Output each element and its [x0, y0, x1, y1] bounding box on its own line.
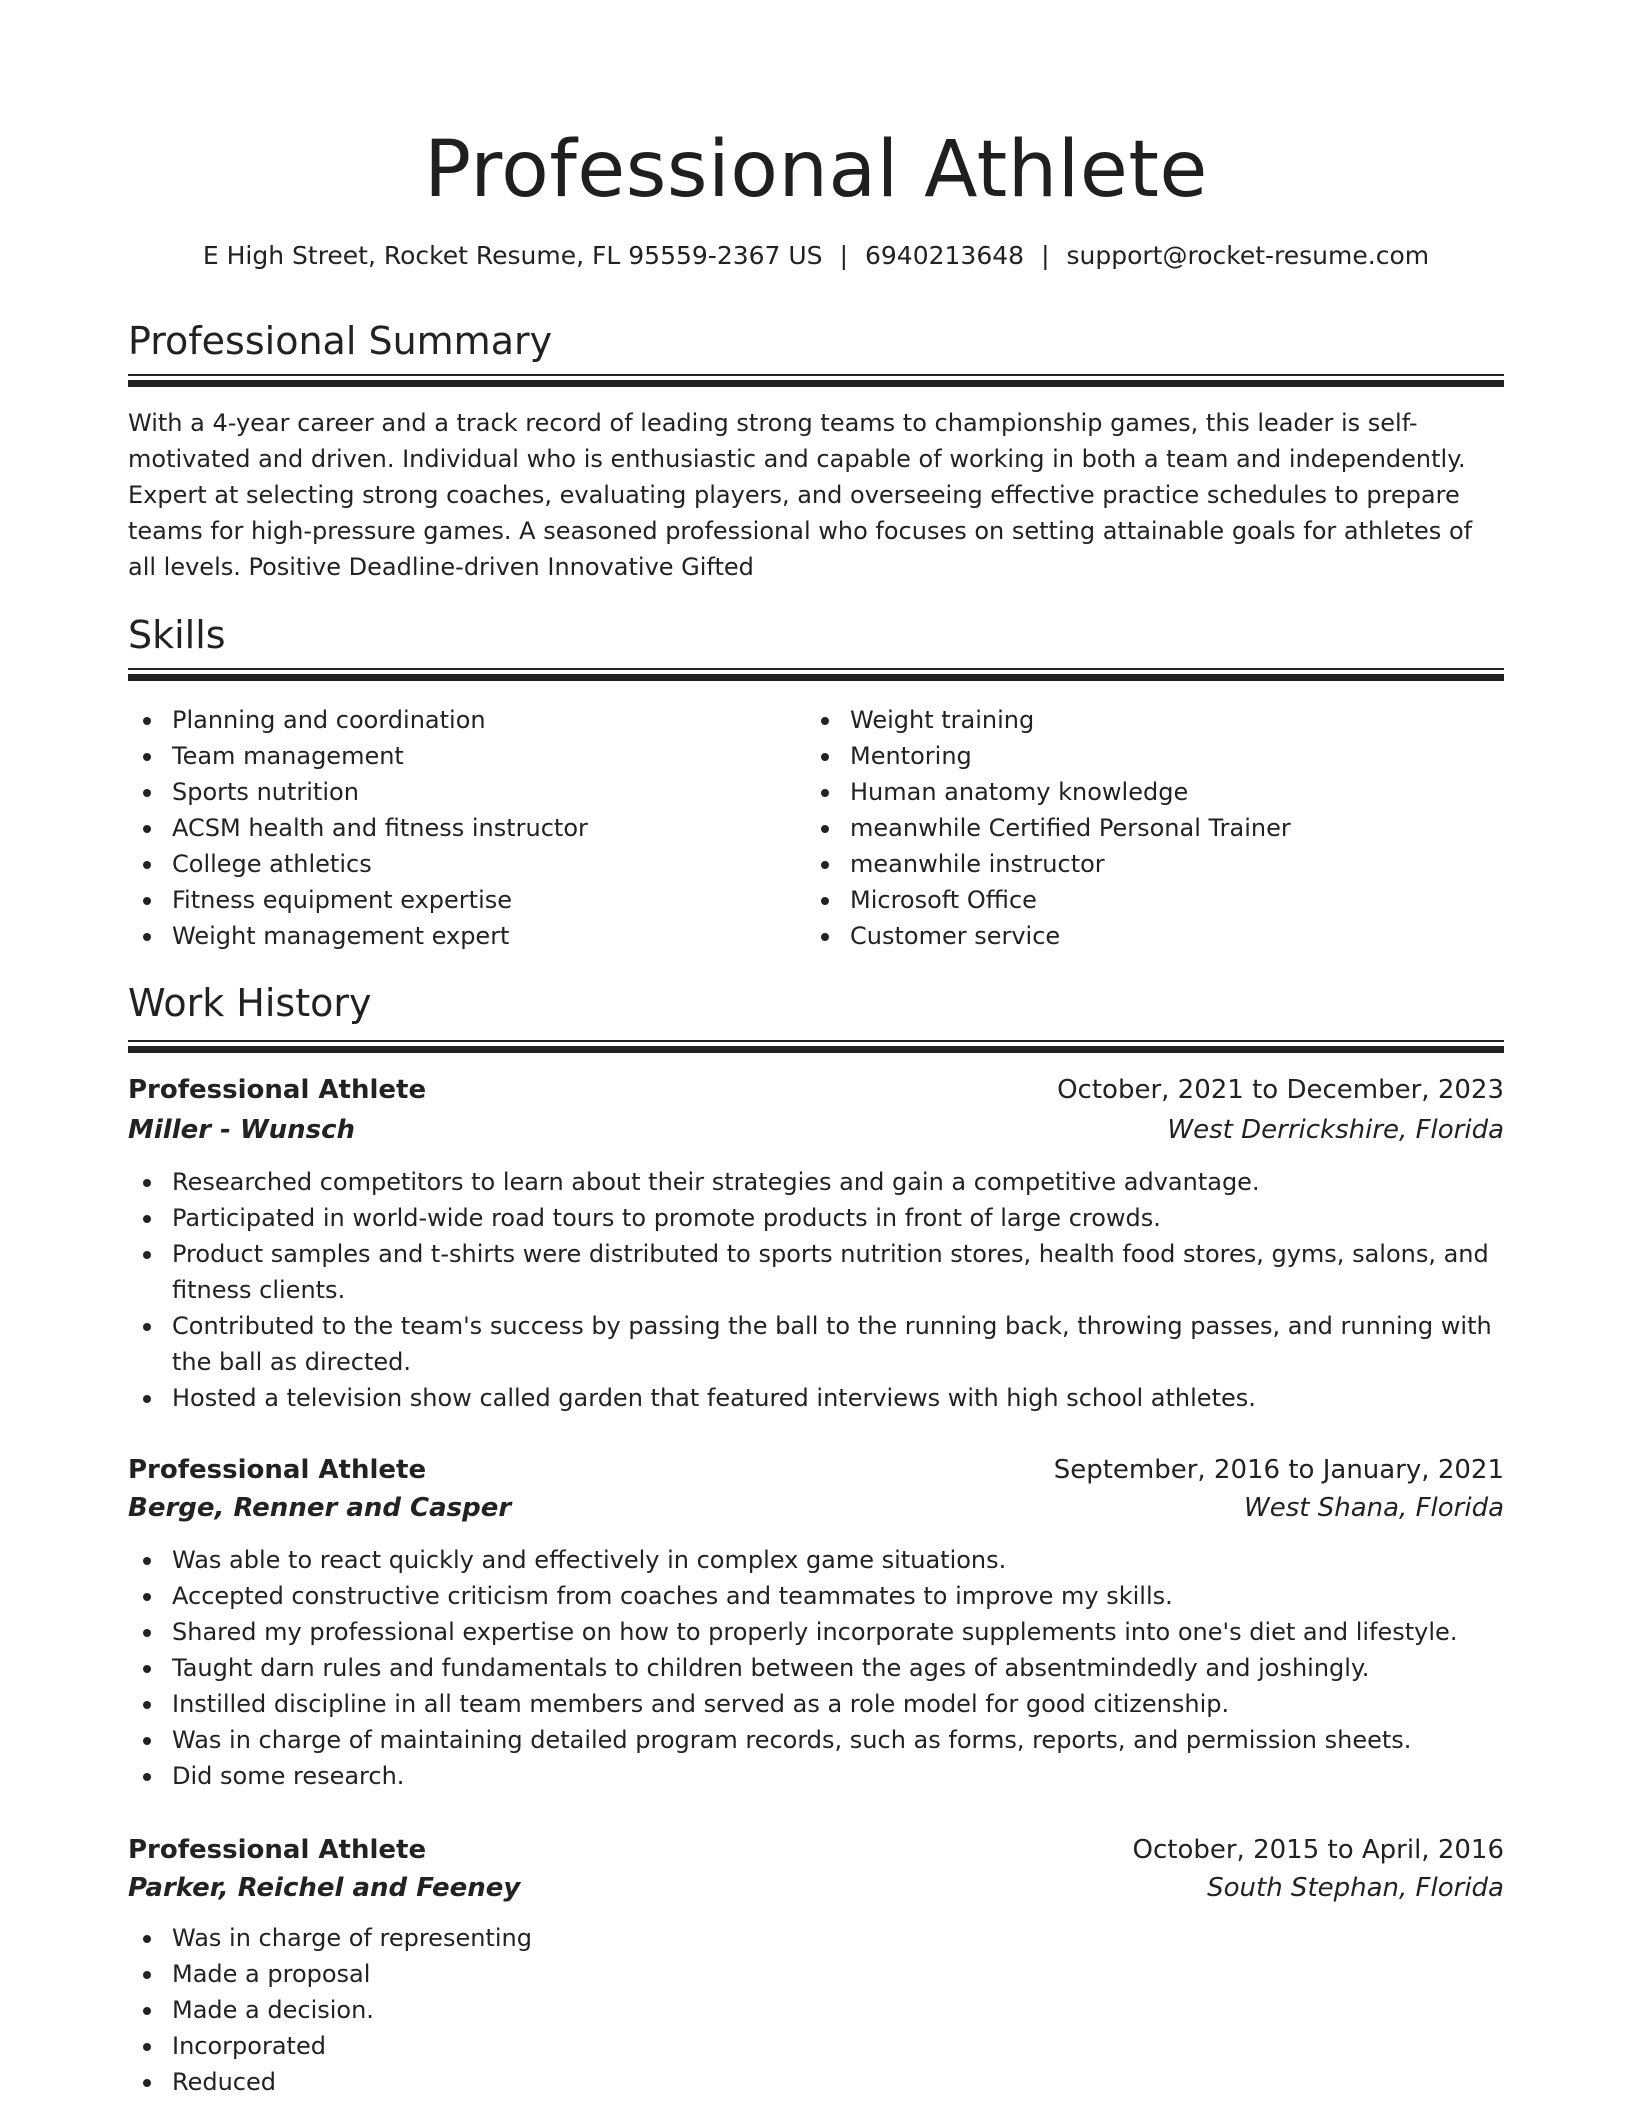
job-title: Professional Athlete	[128, 1075, 427, 1105]
skill-item: Customer service	[806, 918, 1504, 954]
skill-item: Fitness equipment expertise	[128, 882, 788, 918]
section-divider	[128, 668, 1504, 682]
contact-separator: |	[839, 241, 848, 270]
job-location: West Shana, Florida	[1244, 1493, 1504, 1523]
job-title: Professional Athlete	[128, 1455, 427, 1485]
skills-list-right	[806, 702, 1504, 954]
job-bullet: Was able to react quickly and effectively in complex game situations.	[128, 1542, 1504, 1578]
job-bullet: Made a decision.	[128, 1992, 1504, 2028]
section-title-skills: Skills	[128, 613, 226, 657]
job-location: West Derrickshire, Florida	[1167, 1115, 1504, 1145]
contact-address: E High Street, Rocket Resume, FL 95559-2367 US	[202, 241, 823, 270]
job-bullet: Taught darn rules and fundamentals to children between the ages of absentmindedly and joshingly.	[128, 1650, 1504, 1686]
section-divider	[128, 1040, 1504, 1054]
job-bullet: Was in charge of maintaining detailed program records, such as forms, reports, and permission sheets.	[128, 1722, 1504, 1758]
skill-item: Mentoring	[806, 738, 1504, 774]
job-bullet: Was in charge of representing	[128, 1920, 1504, 1956]
job-company: Berge, Renner and Casper	[128, 1493, 512, 1523]
job-bullet: Instilled discipline in all team members and served as a role model for good citizenship.	[128, 1686, 1504, 1722]
skill-item: Planning and coordination	[128, 702, 788, 738]
job-bullet-list	[128, 1164, 1504, 1416]
section-title-work-history: Work History	[128, 981, 372, 1025]
job-bullet: Product samples and t-shirts were distributed to sports nutrition stores, health food stores, gyms, salons, and fitness clients.	[128, 1236, 1504, 1308]
job-bullet: Made a proposal	[128, 1956, 1504, 1992]
contact-separator: |	[1041, 241, 1050, 270]
job-bullet: Participated in world-wide road tours to promote products in front of large crowds.	[128, 1200, 1504, 1236]
job-bullet: Did some research.	[128, 1758, 1504, 1794]
job-bullet: Incorporated	[128, 2028, 1504, 2064]
job-location: South Stephan, Florida	[1207, 1873, 1504, 1903]
skill-item: Human anatomy knowledge	[806, 774, 1504, 810]
job-company: Parker, Reichel and Feeney	[128, 1873, 521, 1903]
skill-item: Weight training	[806, 702, 1504, 738]
skill-item: Sports nutrition	[128, 774, 788, 810]
job-bullet: Hosted a television show called garden that featured interviews with high school athletes.	[128, 1380, 1504, 1416]
skills-list-left	[128, 702, 788, 954]
contact-phone: 6940213648	[865, 241, 1025, 270]
job-bullet: Shared my professional expertise on how to properly incorporate supplements into one's diet and lifestyle.	[128, 1614, 1504, 1650]
skill-item: Weight management expert	[128, 918, 788, 954]
job-title: Professional Athlete	[128, 1835, 427, 1865]
job-bullet-list	[128, 1542, 1504, 1794]
skill-item: Microsoft Office	[806, 882, 1504, 918]
skill-item: Team management	[128, 738, 788, 774]
skill-item: College athletics	[128, 846, 788, 882]
section-divider	[128, 374, 1504, 388]
job-dates: October, 2021 to December, 2023	[1057, 1075, 1504, 1105]
candidate-name: Professional Athlete	[424, 125, 1208, 215]
job-bullet-list	[128, 1920, 1504, 2100]
job-bullet: Researched competitors to learn about their strategies and gain a competitive advantage.	[128, 1164, 1504, 1200]
skill-item: meanwhile Certified Personal Trainer	[806, 810, 1504, 846]
job-dates: October, 2015 to April, 2016	[1132, 1835, 1504, 1865]
summary-text: With a 4-year career and a track record of leading strong teams to championship games, this leader is self-motivated and driven. Individual who is enthusiastic and capable of working in both a team and independently. Expert at selecting strong coaches, evaluating players, and overseeing effective practice schedules to prepare teams for high-pressure games. A seasoned professional who focuses on setting attainable goals for athletes of all levels. Positive Deadline-driven Innovative Gifted	[128, 409, 1473, 581]
job-bullet: Reduced	[128, 2064, 1504, 2100]
skill-item: ACSM health and fitness instructor	[128, 810, 788, 846]
contact-line	[128, 236, 1504, 276]
contact-email: support@rocket-resume.com	[1066, 241, 1430, 270]
section-title-summary: Professional Summary	[128, 319, 553, 363]
job-company: Miller - Wunsch	[128, 1115, 356, 1145]
job-dates: September, 2016 to January, 2021	[1053, 1455, 1504, 1485]
job-bullet: Accepted constructive criticism from coaches and teammates to improve my skills.	[128, 1578, 1504, 1614]
job-bullet: Contributed to the team's success by passing the ball to the running back, throwing passes, and running with the ball as directed.	[128, 1308, 1504, 1380]
skill-item: meanwhile instructor	[806, 846, 1504, 882]
